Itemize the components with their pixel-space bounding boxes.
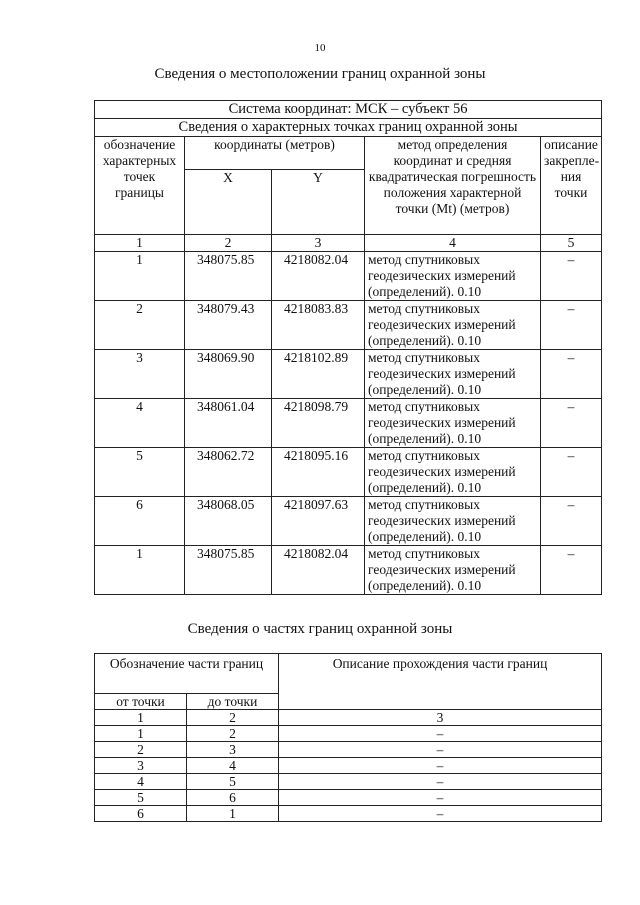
method-text: метод спутниковых геодезических измерений (определений). 0.10: [365, 350, 541, 399]
table-row: [95, 726, 602, 742]
method-text: метод спутниковых геодезических измерений (определений). 0.10: [365, 497, 541, 546]
from-point: 3: [95, 758, 187, 774]
boundary-parts-table: [94, 653, 602, 822]
y-coordinate: 4218083.83: [272, 301, 365, 350]
from-point: 5: [95, 790, 187, 806]
header-coordinates: координаты (метров): [185, 137, 365, 170]
x-coordinate: 348075.85: [185, 252, 272, 301]
y-coordinate: 4218082.04: [272, 252, 365, 301]
part-description: –: [279, 790, 602, 806]
to-point: 2: [187, 726, 279, 742]
header-part-designation: Обозначение части границ: [95, 654, 279, 694]
header-fixing-description: описание закрепле-ния точки: [541, 137, 602, 235]
table-row: [95, 806, 602, 822]
x-coordinate: 348062.72: [185, 448, 272, 497]
table-row: [95, 774, 602, 790]
table-row: [95, 350, 602, 399]
from-point: 1: [95, 726, 187, 742]
header-part-description: Описание прохождения части границ: [279, 654, 602, 710]
x-coordinate: 348069.90: [185, 350, 272, 399]
fixing-description: –: [541, 301, 602, 350]
x-coordinate: 348075.85: [185, 546, 272, 595]
from-point: 2: [95, 742, 187, 758]
col-number: 2: [185, 235, 272, 252]
to-point: 5: [187, 774, 279, 790]
col-number: 3: [279, 710, 602, 726]
table-row: [95, 790, 602, 806]
x-coordinate: 348079.43: [185, 301, 272, 350]
table-row: [95, 448, 602, 497]
col-number: 5: [541, 235, 602, 252]
to-point: 1: [187, 806, 279, 822]
point-id: 5: [95, 448, 185, 497]
from-point: 6: [95, 806, 187, 822]
point-id: 1: [95, 546, 185, 595]
point-id: 6: [95, 497, 185, 546]
fixing-description: –: [541, 448, 602, 497]
section-title-locations: Сведения о местоположении границ охранной зоны: [154, 66, 486, 82]
fixing-description: –: [541, 399, 602, 448]
table-row: [95, 497, 602, 546]
fixing-description: –: [541, 546, 602, 595]
col-number: 1: [95, 710, 187, 726]
col-number: 2: [187, 710, 279, 726]
page-number: 10: [314, 42, 326, 54]
section-title-parts: Сведения о частях границ охранной зоны: [187, 621, 453, 637]
part-description: –: [279, 806, 602, 822]
header-from-point: от точки: [95, 694, 187, 710]
table-row: [95, 742, 602, 758]
coordinate-system-header: Система координат: МСК – субъект 56: [95, 101, 602, 119]
col-number: 1: [95, 235, 185, 252]
header-method: метод определения координат и средняя квадратическая погрешность положения характерной точки (Mt) (метров): [365, 137, 541, 235]
table-row: [95, 758, 602, 774]
points-section-header: Сведения о характерных точках границ охранной зоны: [95, 119, 602, 137]
part-description: –: [279, 742, 602, 758]
characteristic-points-table: [94, 100, 602, 595]
header-point-designation: обозначение характерных точек границы: [95, 137, 185, 235]
fixing-description: –: [541, 252, 602, 301]
table-row: [95, 301, 602, 350]
to-point: 3: [187, 742, 279, 758]
fixing-description: –: [541, 497, 602, 546]
point-id: 4: [95, 399, 185, 448]
y-coordinate: 4218102.89: [272, 350, 365, 399]
table-row: [95, 399, 602, 448]
to-point: 6: [187, 790, 279, 806]
from-point: 4: [95, 774, 187, 790]
part-description: –: [279, 758, 602, 774]
y-coordinate: 4218082.04: [272, 546, 365, 595]
y-coordinate: 4218097.63: [272, 497, 365, 546]
header-to-point: до точки: [187, 694, 279, 710]
y-coordinate: 4218095.16: [272, 448, 365, 497]
table-row: [95, 546, 602, 595]
x-coordinate: 348061.04: [185, 399, 272, 448]
col-number: 3: [272, 235, 365, 252]
col-number: 4: [365, 235, 541, 252]
method-text: метод спутниковых геодезических измерений (определений). 0.10: [365, 252, 541, 301]
part-description: –: [279, 726, 602, 742]
part-description: –: [279, 774, 602, 790]
header-y: Y: [272, 170, 365, 235]
to-point: 4: [187, 758, 279, 774]
point-id: 2: [95, 301, 185, 350]
method-text: метод спутниковых геодезических измерений (определений). 0.10: [365, 301, 541, 350]
x-coordinate: 348068.05: [185, 497, 272, 546]
y-coordinate: 4218098.79: [272, 399, 365, 448]
table-row: [95, 252, 602, 301]
method-text: метод спутниковых геодезических измерений (определений). 0.10: [365, 546, 541, 595]
method-text: метод спутниковых геодезических измерений (определений). 0.10: [365, 448, 541, 497]
point-id: 1: [95, 252, 185, 301]
fixing-description: –: [541, 350, 602, 399]
method-text: метод спутниковых геодезических измерений (определений). 0.10: [365, 399, 541, 448]
header-x: X: [185, 170, 272, 235]
point-id: 3: [95, 350, 185, 399]
